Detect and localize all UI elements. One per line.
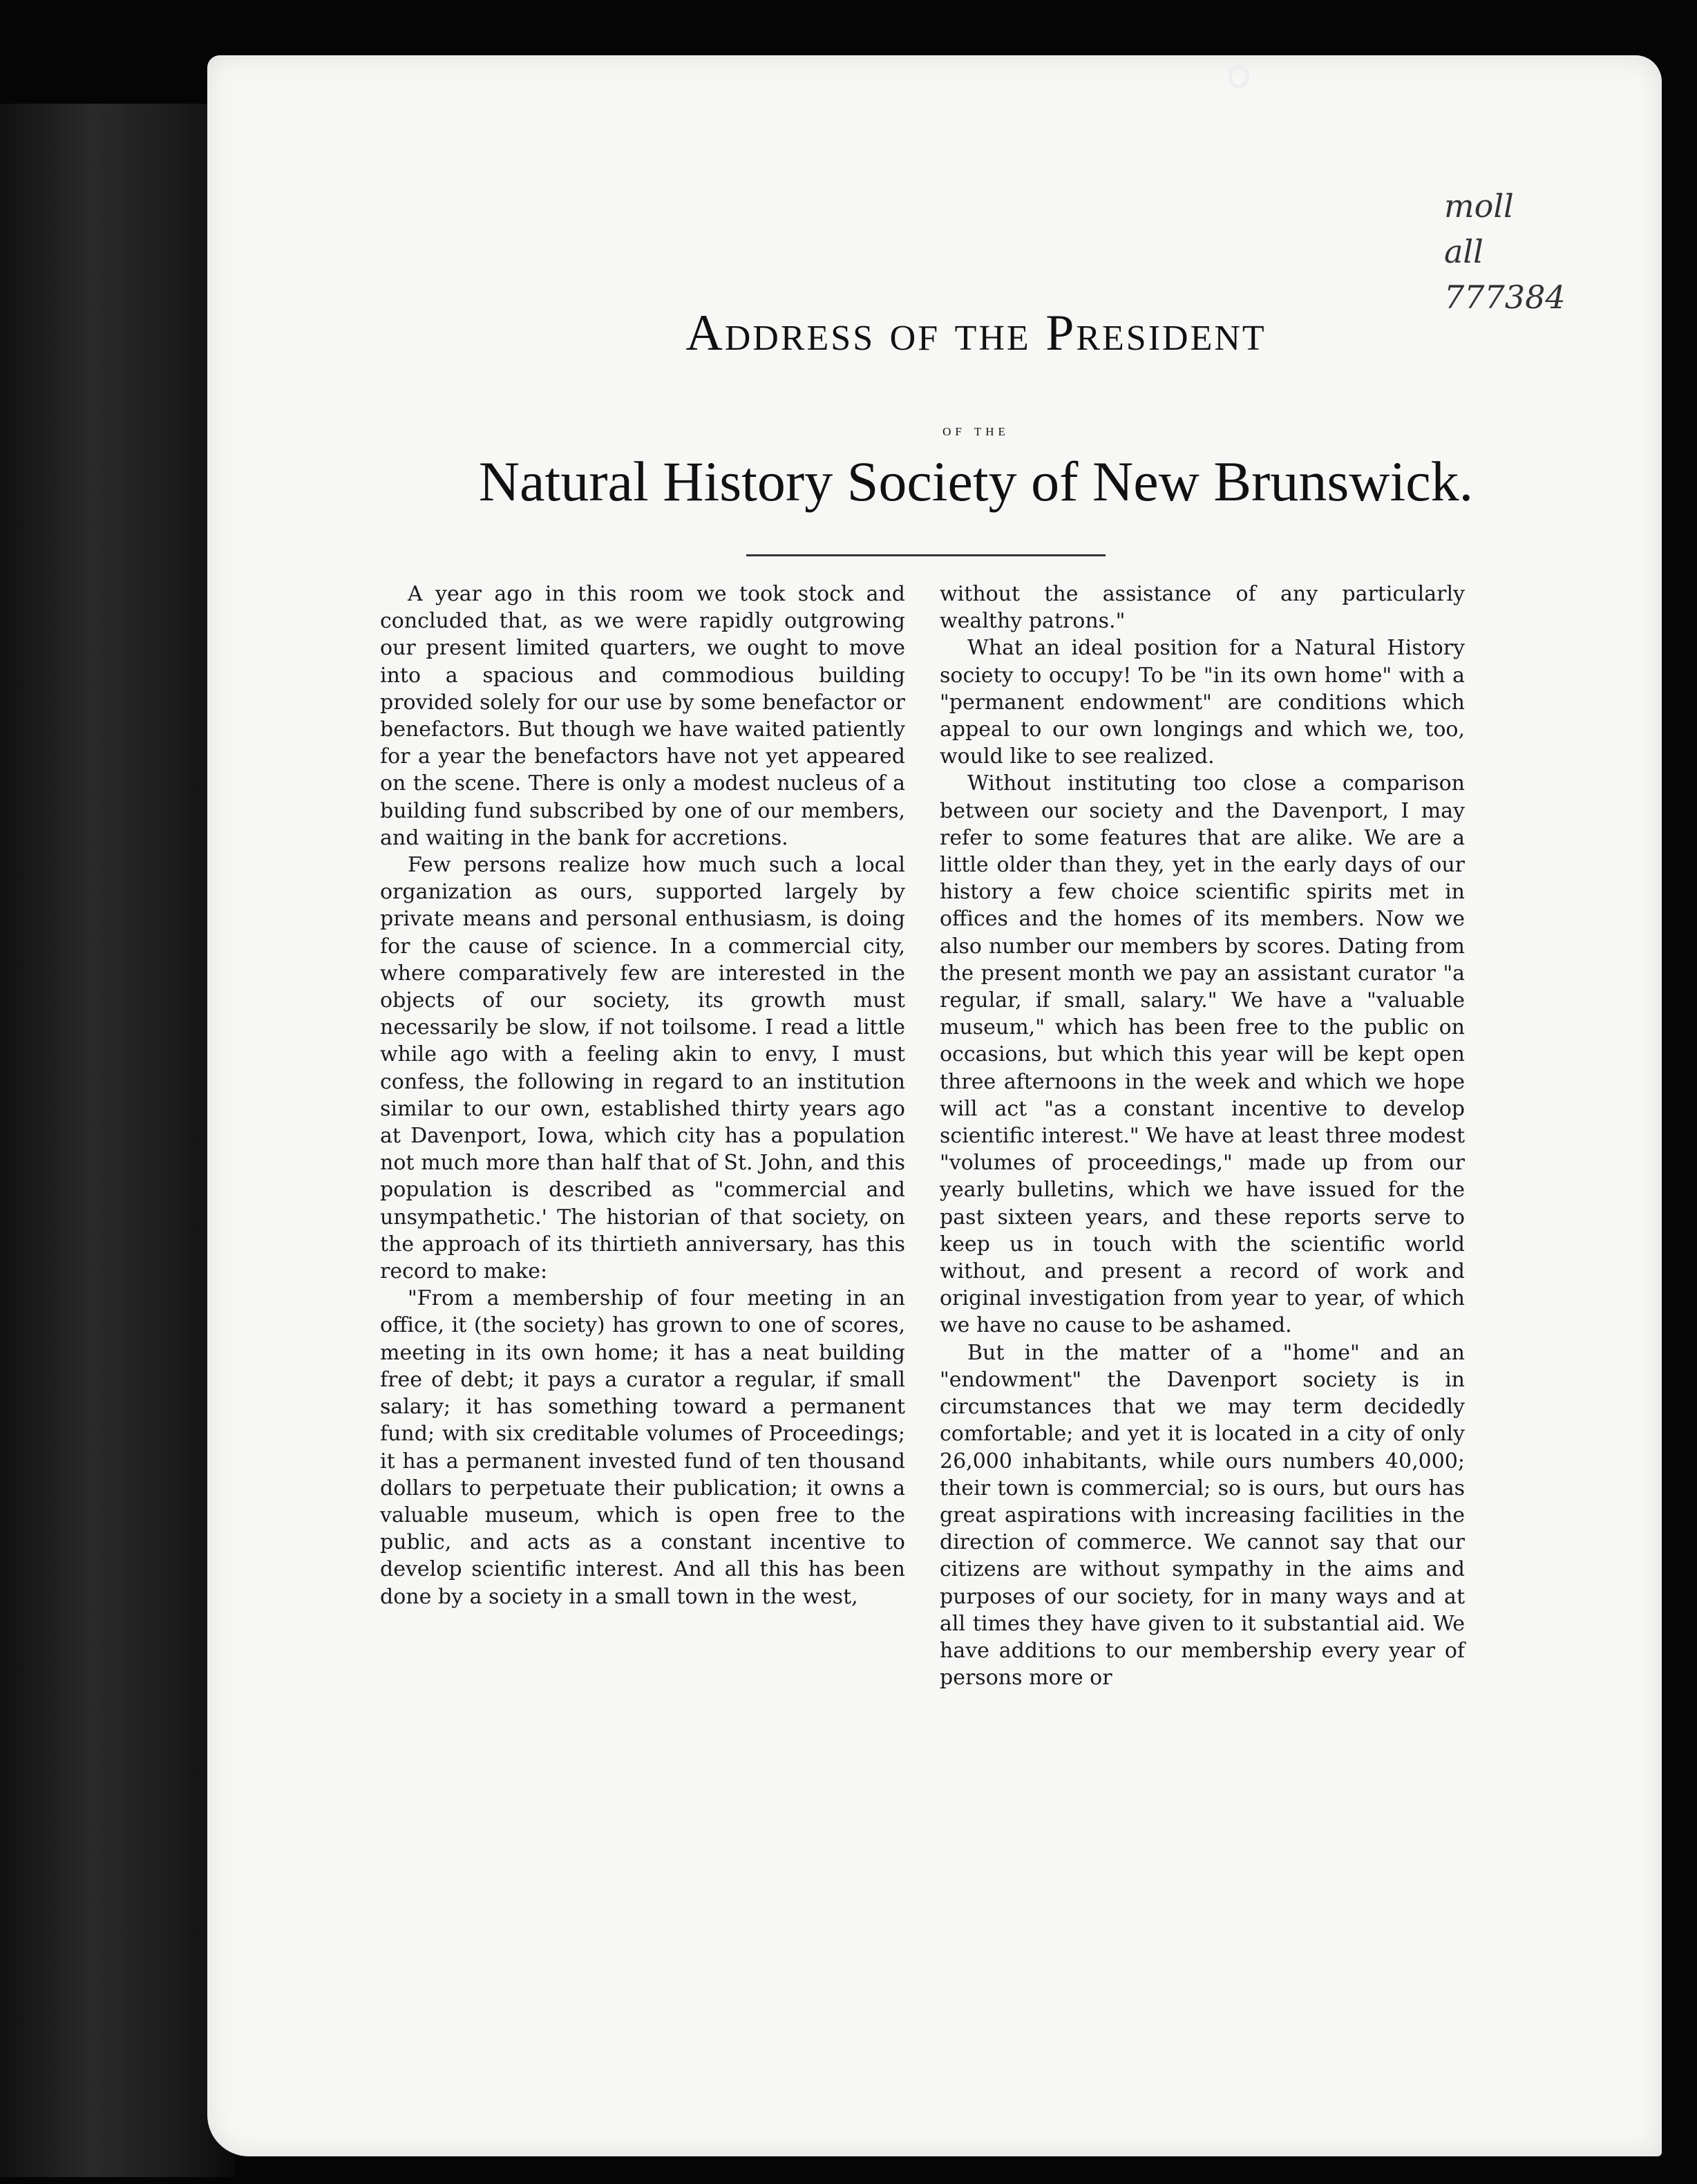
paragraph: without the assistance of any particularly wealthy patrons." bbox=[940, 582, 1465, 634]
margin-note-line: all bbox=[1444, 233, 1483, 270]
scanner-background bbox=[0, 104, 235, 2177]
page-corner-mark bbox=[1229, 65, 1249, 88]
margin-note-line: moll bbox=[1444, 187, 1514, 225]
document-title-connector: of the bbox=[942, 422, 1009, 440]
paragraph: A year ago in this room we took stock and concluded that, as we were rapidly outgrowing our present limited quarters, we ought to move into a spacious and commodious building provided solely for our use by some benefactor or benefactors. But though we have waited patiently for a year the benefactors have not yet appeared on the scene. There is only a modest nucleus of a building fund subscribed by one of our members, and waiting in the bank for accretions. bbox=[380, 582, 905, 850]
paragraph: But in the matter of a "home" and an "endowment" the Davenport society is in circumstances that we may term decidedly comfortable; and yet it is located in a city of only 26,000 inhabitants, while ours numbers 40,000; their town is commercial; so is ours, but ours has great aspirations with increasing facilities in the direction of commerce. We cannot say that our citizens are without sympathy in the aims and purposes of our society, for in many ways and at all times they have given to it substantial aid. We have additions to our membership every year of persons more or bbox=[940, 1340, 1465, 1691]
document-title: Address of the President bbox=[685, 305, 1267, 361]
paragraph: Without instituting too close a comparison between our society and the Davenport, I may refer to some features that are alike. We are a little older than they, yet in the early days of our history a few choice scientific spirits met in offices and the homes of its members. Now we also number our members by scores. Dating from the present month we pay an assistant curator "a regular, if small, salary." We have a "valuable museum," which has been free to the public on occasions, but which this year will be kept open three afternoons in the week and which we hope will act "as a constant incentive to develop scientific interest." We have at least three modest "volumes of proceedings," made up from our yearly bulletins, which we have issued for the past sixteen years, and these reports serve to keep us in touch with the scientific world without, and present a record of work and original investigation from year to year, of which we have no cause to be ashamed. bbox=[940, 771, 1465, 1338]
margin-note-line: 777384 bbox=[1444, 279, 1566, 316]
paragraph: What an ideal position for a Natural History society to occupy! To be "in its own home" with a "permanent endowment" are conditions which appeal to our own longings and which we, too, would like to see realized. bbox=[940, 636, 1465, 769]
paragraph: Few persons realize how much such a local organization as ours, supported largely by private means and personal enthusiasm, is doing for the cause of science. In a commercial city, where comparatively few are interested in the objects of our society, its growth must necessarily be slow, if not toilsome. I read a little while ago with a feeling akin to envy, I must confess, the following in regard to an institution similar to our own, established thirty years ago at Davenport, Iowa, which city has a population not much more than half that of St. John, and this population is described as "commercial and unsympathetic.' The historian of that society, on the approach of its thirtieth anniversary, has this record to make: bbox=[380, 853, 905, 1284]
right-column bbox=[940, 581, 1465, 1984]
handwritten-margin-note bbox=[1444, 183, 1631, 320]
paragraph: "From a membership of four meeting in an office, it (the society) has grown to one of scores, meeting in its own home; it has a neat building free of debt; it pays a curator a regular, if small salary; it has something toward a permanent fund; with six creditable volumes of Proceedings; it has a permanent invested fund of ten thousand dollars to perpetuate their publication; it owns a valuable museum, which is open free to the public, and acts as a constant incentive to develop scientific interest. And all this has been done by a society in a small town in the west, bbox=[380, 1286, 905, 1609]
document-page bbox=[207, 55, 1662, 2156]
title-divider bbox=[746, 554, 1106, 556]
left-column bbox=[380, 581, 905, 1984]
document-subtitle: Natural History Society of New Brunswick. bbox=[478, 450, 1474, 513]
